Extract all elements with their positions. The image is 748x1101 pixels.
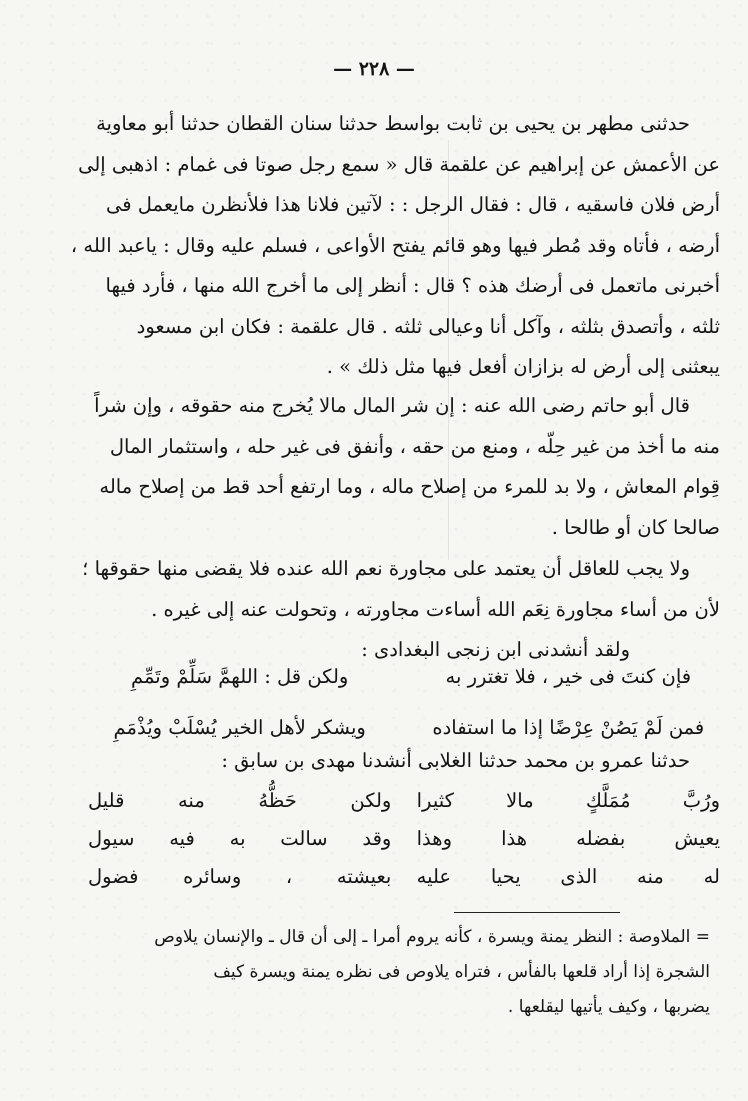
verse-second-half: وقد سالت به فيه سيول [88, 827, 392, 850]
paragraph-blessings [82, 549, 720, 671]
verse-intro-2 [88, 744, 720, 777]
text-line: ولا يجب للعاقل أن يعتمد على مجاورة نعم الله عنده فلا يقضى منها حقوقها ؛ [82, 557, 690, 580]
paragraph-hadith [70, 104, 720, 388]
paragraph-abu-hatim [88, 386, 720, 548]
footnote [100, 920, 710, 1025]
verse-second-half: بعيشته ، وسائره فضول [88, 865, 392, 888]
verses-mahdi-ibn-sabiq [88, 782, 720, 896]
verse-first-half: فإن كنتَ فى خير ، فلا تغترر به [445, 665, 692, 688]
verse-intro-text: حدثنا عمرو بن محمد حدثنا الغلابى أنشدنا مهدى بن سابق : [221, 749, 690, 772]
verse-line [88, 660, 720, 693]
verses-ibn-zanji [88, 660, 720, 744]
text-line: صالحا كان أو طالحا . [551, 515, 720, 539]
verse-line [88, 711, 720, 744]
verse-line [88, 782, 720, 820]
verse-intro: ولقد أنشدنى ابن زنجى البغدادى : [361, 638, 630, 661]
verse-line [88, 858, 720, 896]
text-line: قِوام المعاش ، ولا بد للمرء من إصلاح ماله ، وما ارتفع أحد قط من إصلاح ماله [99, 475, 720, 498]
verse-second-half: ويشكر لأهل الخير يُسْلَبْ ويُذْمَمِ [113, 716, 366, 739]
footnote-line: = الملاوصة : النظر يمنة ويسرة ، كأنه يروم أمرا ـ إلى أن قال ـ والإنسان يلاوص [154, 927, 710, 947]
text-line: أرضه ، فأتاه وقد مُطر فيها وهو قائم يفتح الأواعى ، فسلم عليه وقال : ياعبد الله ، [70, 233, 720, 257]
text-line: عن الأعمش عن إبراهيم عن علقمة قال « سمع رجل صوتا فى غمام : اذهبى إلى [78, 152, 720, 176]
footnote-line: الشجرة إذا أراد قلعها بالفأس ، فتراه يلاوص فى نظره يمنة ويسرة كيف [213, 962, 710, 982]
text-line: لأن من أساء مجاورة نِعَم الله أساءت مجاورته ، وتحولت عنه إلى غيره . [151, 597, 720, 621]
text-line: حدثنى مطهر بن يحيى بن ثابت بواسط حدثنا سنان القطان حدثنا أبو معاوية [96, 112, 690, 135]
text-line: ثلثه ، وأتصدق بثلثه ، وآكل أنا وعيالى ثلثه . قال علقمة : فكان ابن مسعود [136, 314, 720, 338]
text-line: قال أبو حاتم رضى الله عنه : إن شر المال مالا يُخرج منه حقوقه ، وإن شراً [94, 394, 690, 417]
verse-first-half: له منه الذى يحيا عليه [416, 865, 720, 888]
footnote-line: يضربها ، وكيف يأتيها ليقلعها . [507, 997, 710, 1017]
verse-first-half: يعيش بفضله هذا وهذا [416, 827, 720, 850]
page-number: — ٢٢٨ — [333, 58, 415, 80]
footnote-separator [454, 912, 620, 913]
text-line: أخبرنى ماتعمل فى أرضك هذه ؟ قال : أنظر إلى ما أخرج الله منها ، فأرد فيها [105, 274, 720, 297]
verse-first-half: فمن لَمْ يَصُنْ عِرْضًا إذا ما استفاده [432, 716, 705, 739]
text-line: يبعثنى إلى أرض له بزازان أفعل فيها مثل ذلك » . [326, 355, 720, 378]
verse-second-half: ولكن حَظُّهُ منه قليل [88, 789, 392, 812]
verse-second-half: ولكن قل : اللهمَّ سَلِّمْ وتَمِّمِ [131, 665, 349, 688]
verse-line [88, 820, 720, 858]
verse-first-half: ورُبَّ مُمَلَّكٍ مالا كثيرا [416, 789, 720, 812]
text-line: منه ما أخذ من غير حِلّه ، ومنع من حقه ، وأنفق فى غير حله ، واستثمار المال [109, 434, 720, 458]
text-line: أرض فلان فاسقيه ، قال : فقال الرجل : : لآتين فلانا هذا فلأنظرن مايعمل فى [106, 193, 720, 216]
